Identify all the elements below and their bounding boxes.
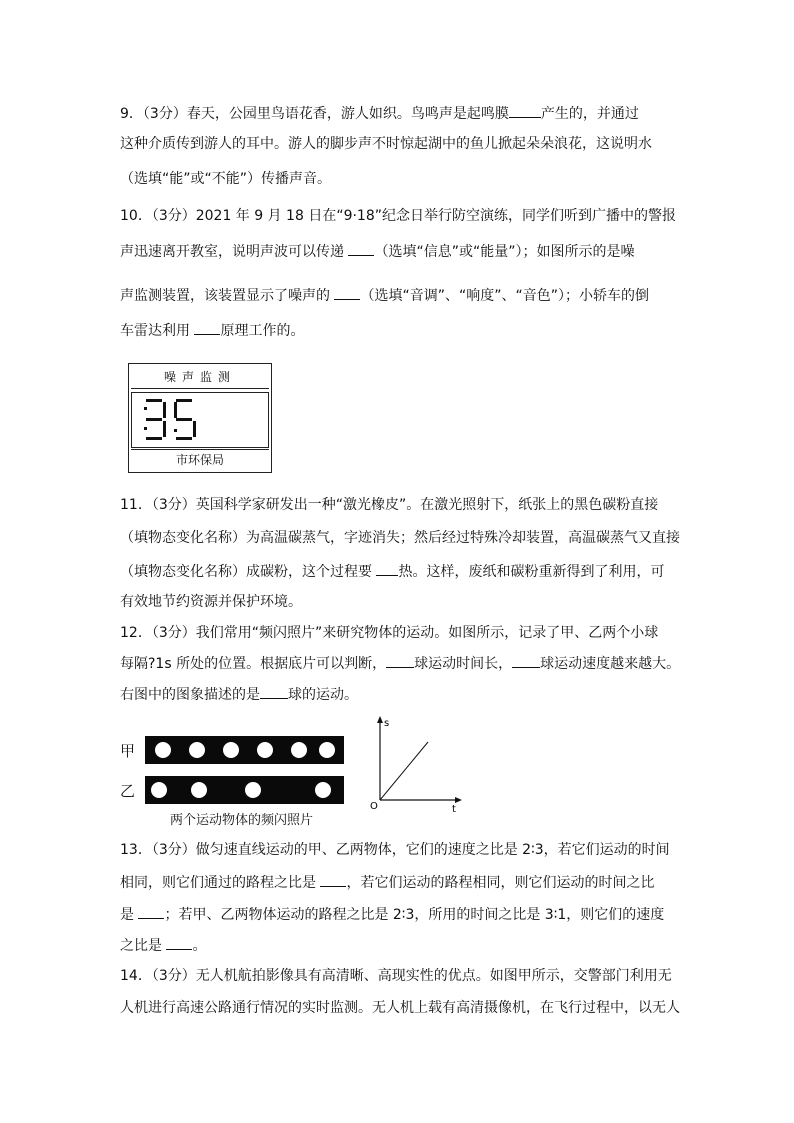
q9-line1: 9．（3分）春天，公园里鸟语花香，游人如织。鸟鸣声是起鸣膜 产生的，并通过: [120, 103, 639, 124]
q14-line2: 人机进行高速公路通行情况的实时监测。无人机上载有高清摄像机，在飞行过程中，以无人: [120, 1000, 680, 1016]
answer-blank[interactable]: [260, 684, 288, 699]
digit-3: [144, 399, 166, 441]
q13-line4: 之比是 。: [120, 935, 206, 956]
q13-line3: 是 ；若甲、乙两物体运动的路程之比是 2∶3，所用的时间之比是 3∶1，则它们的速度: [120, 904, 664, 925]
q11-line3: （填物态变化名称）成碳粉，这个过程要 热。这样，废纸和碳粉重新得到了利用，可: [120, 561, 664, 582]
monitor-display: [131, 392, 269, 448]
ball: [189, 742, 205, 758]
q9-line2: 这种介质传到游人的耳中。游人的脚步声不时惊起湖中的鱼儿掀起朵朵浪花，这说明水: [120, 136, 652, 152]
answer-blank[interactable]: [194, 320, 220, 335]
q12-line2: 每隔?1s 所处的位置。根据底片可以判断， 球运动时间长， 球运动速度越来越大。: [120, 653, 680, 674]
q11-line4: 有效地节约资源并保护环境。: [120, 594, 302, 610]
answer-blank[interactable]: [348, 241, 374, 256]
q13-line2: 相同，则它们通过的路程之比是 ，若它们运动的路程相同，则它们运动的时间之比: [120, 872, 654, 893]
answer-blank[interactable]: [376, 561, 398, 576]
q9-line3: （选填“能”或“不能”）传播声音。: [120, 171, 332, 187]
q10-line4: 车雷达利用 原理工作的。: [120, 320, 304, 341]
label-jia: 甲: [120, 742, 136, 760]
ball: [257, 742, 273, 758]
ball: [223, 742, 239, 758]
ball: [315, 782, 331, 798]
q13-line1: 13．（3分）做匀速直线运动的甲、乙两物体，它们的速度之比是 2∶3，若它们运动的时间: [120, 842, 670, 858]
graph-xlabel: t: [452, 804, 456, 814]
noise-monitor-figure: [128, 363, 272, 473]
strobe-strip-yi: [145, 776, 344, 804]
ball: [291, 742, 307, 758]
q12-line3: 右图中的图象描述的是 球的运动。: [120, 684, 358, 705]
q10-line3: 声监测装置，该装置显示了噪声的 （选填“音调”、“响度”、“音色”）；小轿车的倒: [120, 285, 649, 306]
strobe-caption: 两个运动物体的频闪照片: [170, 813, 314, 828]
strobe-strip-jia: [145, 736, 344, 764]
q11-line1: 11．（3分）英国科学家研发出一种“激光橡皮”。在激光照射下，纸张上的黑色碳粉直接: [120, 497, 659, 513]
monitor-footer: 市环保局: [131, 449, 269, 470]
answer-blank[interactable]: [334, 285, 360, 300]
answer-blank[interactable]: [138, 904, 164, 919]
monitor-title: 噪声监测: [131, 366, 269, 389]
answer-blank[interactable]: [386, 653, 414, 668]
ball: [245, 782, 261, 798]
q10-line1: 10．（3分）2021 年 9 月 18 日在“9·18”纪念日举行防空演练，同学们听到广播中的警报: [120, 208, 676, 224]
ball: [191, 782, 207, 798]
digit-5: [174, 399, 196, 441]
answer-blank[interactable]: [509, 103, 541, 118]
ball: [319, 742, 335, 758]
answer-blank[interactable]: [512, 653, 540, 668]
answer-blank[interactable]: [166, 935, 192, 950]
label-yi: 乙: [120, 782, 136, 800]
ball: [155, 742, 171, 758]
q10-line2: 声迅速离开教室，说明声波可以传递 （选填“信息”或“能量”）；如图所示的是噪: [120, 241, 634, 262]
q11-line2: （填物态变化名称）为高温碳蒸气，字迹消失；然后经过特殊冷却装置，高温碳蒸气又直接: [120, 530, 680, 546]
ball: [151, 782, 167, 798]
answer-blank[interactable]: [320, 872, 346, 887]
s-t-graph: [362, 714, 472, 814]
q12-line1: 12．（3分）我们常用“频闪照片”来研究物体的运动。如图所示，记录了甲、乙两个小球: [120, 625, 659, 641]
q14-line1: 14．（3分）无人机航拍影像具有高清晰、高现实性的优点。如图甲所示，交警部门利用无: [120, 968, 672, 984]
graph-ylabel: s: [384, 718, 390, 729]
graph-origin: O: [370, 801, 378, 812]
